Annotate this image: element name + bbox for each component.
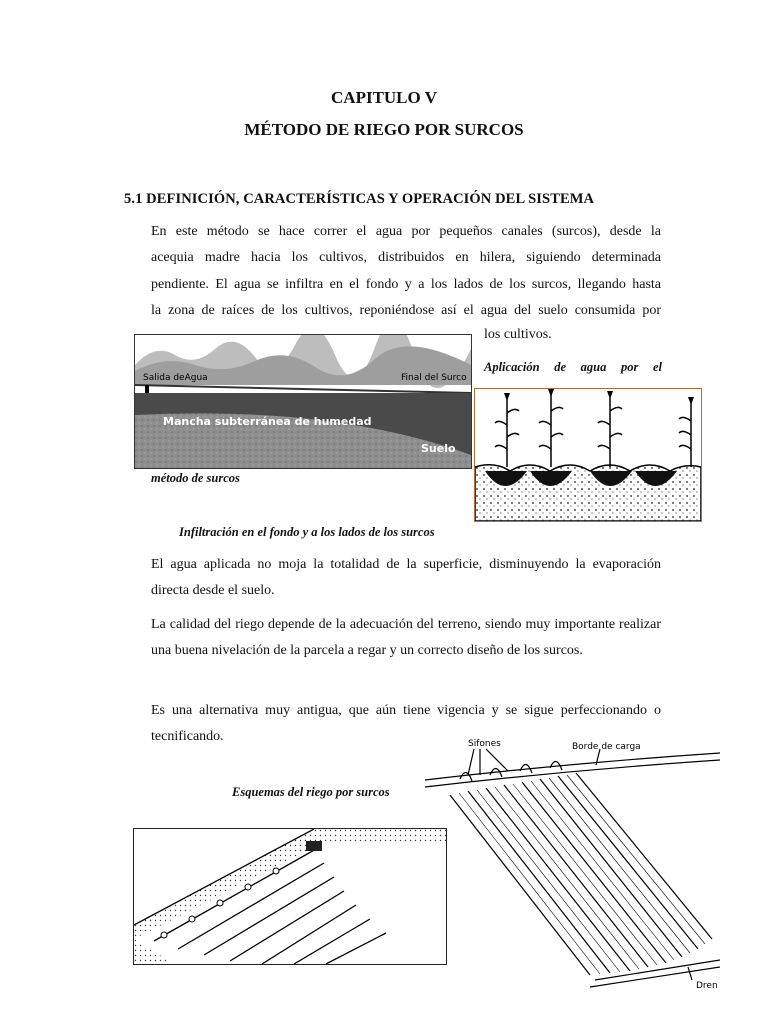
furrow-field-figure: [133, 828, 447, 965]
siphon-scheme-figure: [420, 735, 720, 990]
paragraph-1: [151, 219, 661, 324]
section-heading: 5.1 DEFINICIÓN, CARACTERÍSTICAS Y OPERACIÓN DEL SISTEMA: [124, 191, 595, 207]
paragraph-1-line: la zona de raíces de los cultivos, reponiéndose así el agua del suelo consumida por: [151, 302, 661, 318]
paragraph-2: El agua aplicada no moja la totalidad de la superficie, disminuyendo la evaporación directa desde el suelo.: [151, 557, 661, 599]
label-dren: Dren: [696, 981, 718, 990]
caption-infiltration: Infiltración en el fondo y a los lados de los surcos: [179, 525, 435, 539]
label-final: Final del Surco: [401, 373, 467, 383]
paragraph-1-tail: los cultivos.: [484, 327, 552, 342]
label-borde: Borde de carga: [572, 742, 641, 752]
label-mancha: Mancha subterránea de humedad: [163, 415, 372, 428]
chapter-number: CAPITULO V: [331, 88, 437, 107]
label-sifones: Sifones: [468, 739, 501, 749]
paragraph-1-line: acequia madre hacia los cultivos, distribuidos en hilera, siguiendo determinada: [151, 250, 661, 266]
paragraph-1-line: pendiente. El agua se infiltra en el fondo y a los lados de los surcos, llegando hasta: [151, 276, 661, 292]
chapter-title: MÉTODO DE RIEGO POR SURCOS: [244, 120, 524, 139]
paragraph-1-line: En este método se hace correr el agua por pequeños canales (surcos), desde la: [151, 224, 661, 239]
paragraph-3: La calidad del riego depende de la adecuación del terreno, siendo muy importante realizar una buena nivelación de la parcela a regar y un correcto diseño de los surcos.: [151, 617, 661, 659]
plants-infiltration-figure: [474, 388, 702, 522]
caption-schemes: Esquemas del riego por surcos: [232, 785, 390, 799]
paragraph-4: Es una alternativa muy antigua, que aún tiene vigencia y se sigue perfeccionando o tecnificando.: [151, 703, 661, 745]
caption-application-b: método de surcos: [151, 471, 240, 485]
label-suelo: Suelo: [421, 442, 456, 455]
caption-application-a: Aplicación de agua por el: [484, 360, 662, 374]
label-salida: Salida deAgua: [143, 373, 208, 383]
furrow-profile-figure: [134, 334, 472, 469]
